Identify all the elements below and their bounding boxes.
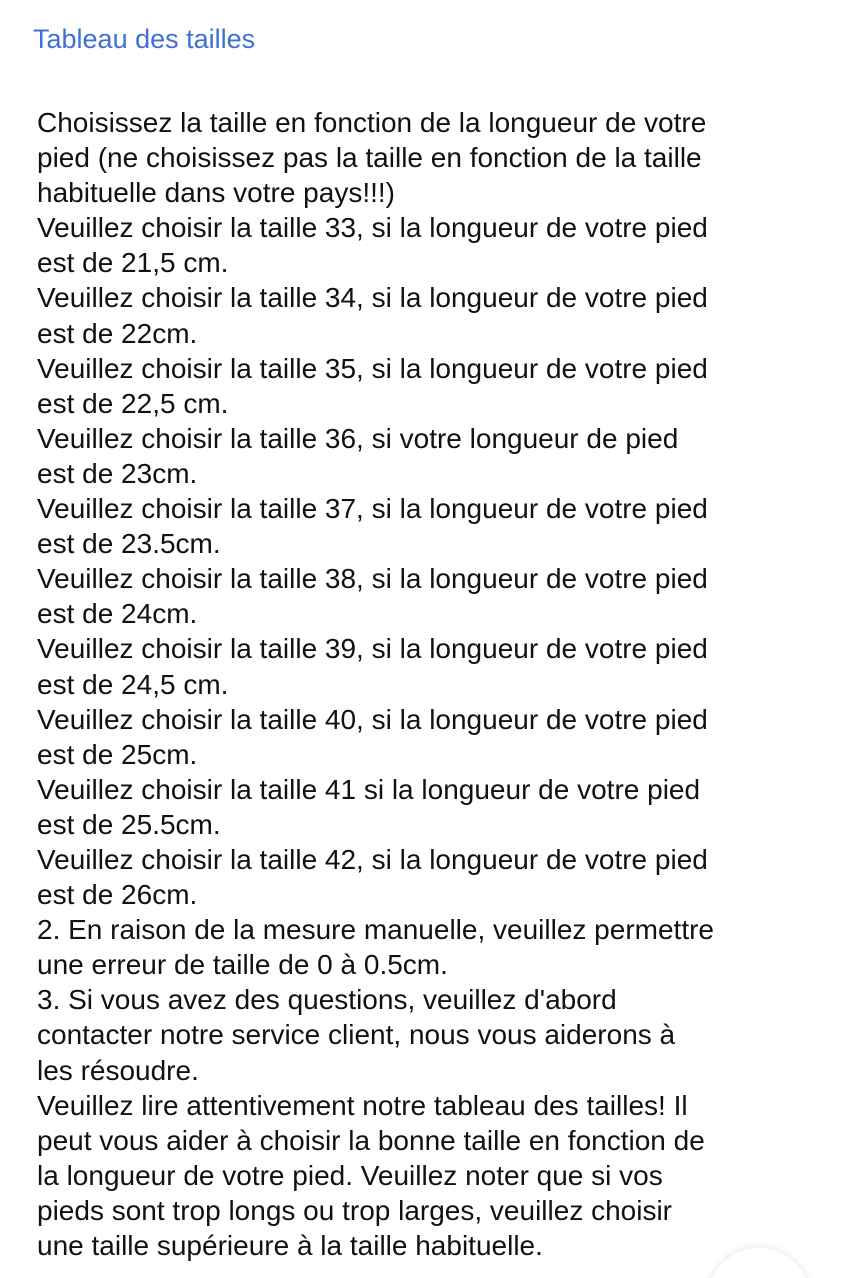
text-line: Choisissez la taille en fonction de la longueur de votre: [37, 107, 707, 138]
text-line: Veuillez choisir la taille 35, si la longueur de votre pied: [37, 352, 708, 384]
text-line: Veuillez choisir la taille 41 si la longueur de votre pied: [37, 773, 701, 805]
text-line: Veuillez choisir la taille 33, si la longueur de votre pied: [37, 212, 708, 244]
text-line: est de 25cm.: [37, 738, 198, 770]
text-line: habituelle dans votre pays!!!): [37, 177, 395, 209]
text-line: Veuillez choisir la taille 37, si la longueur de votre pied: [37, 493, 708, 525]
text-line: Veuillez choisir la taille 42, si la longueur de votre pied: [37, 843, 708, 875]
text-line: Veuillez choisir la taille 34, si la longueur de votre pied: [37, 282, 708, 314]
text-line: est de 23cm.: [37, 457, 198, 489]
text-line: Veuillez choisir la taille 38, si la longueur de votre pied: [37, 563, 708, 595]
text-line: la longueur de votre pied. Veuillez noter que si vos: [37, 1159, 663, 1191]
text-line: est de 22,5 cm.: [37, 387, 229, 419]
size-guide-text: [37, 105, 807, 1263]
text-line: est de 24cm.: [37, 598, 198, 630]
text-line: est de 22cm.: [37, 317, 198, 349]
text-line: pieds sont trop longs ou trop larges, veuillez choisir: [37, 1194, 673, 1226]
text-line: Veuillez choisir la taille 40, si la longueur de votre pied: [37, 703, 708, 735]
text-line: pied (ne choisissez pas la taille en fonction de la taille: [37, 142, 702, 174]
page-title: Tableau des tailles: [33, 24, 256, 54]
text-line: contacter notre service client, nous vous aiderons à: [37, 1019, 676, 1051]
text-line: les résoudre.: [37, 1054, 199, 1086]
text-line: est de 24,5 cm.: [37, 668, 229, 700]
text-line: une taille supérieure à la taille habituelle.: [37, 1230, 543, 1261]
text-line: Veuillez choisir la taille 39, si la longueur de votre pied: [37, 633, 708, 665]
text-line: est de 23.5cm.: [37, 528, 221, 560]
text-line: est de 25.5cm.: [37, 808, 221, 840]
text-line: peut vous aider à choisir la bonne taille en fonction de: [37, 1124, 705, 1156]
text-line: Veuillez choisir la taille 36, si votre longueur de pied: [37, 422, 679, 454]
text-line: 2. En raison de la mesure manuelle, veuillez permettre: [37, 914, 715, 946]
text-line: est de 26cm.: [37, 879, 198, 911]
text-line: Veuillez lire attentivement notre tableau des tailles! Il: [37, 1089, 688, 1121]
text-line: est de 21,5 cm.: [37, 247, 229, 279]
text-line: une erreur de taille de 0 à 0.5cm.: [37, 949, 448, 981]
text-line: 3. Si vous avez des questions, veuillez d'abord: [37, 984, 617, 1016]
